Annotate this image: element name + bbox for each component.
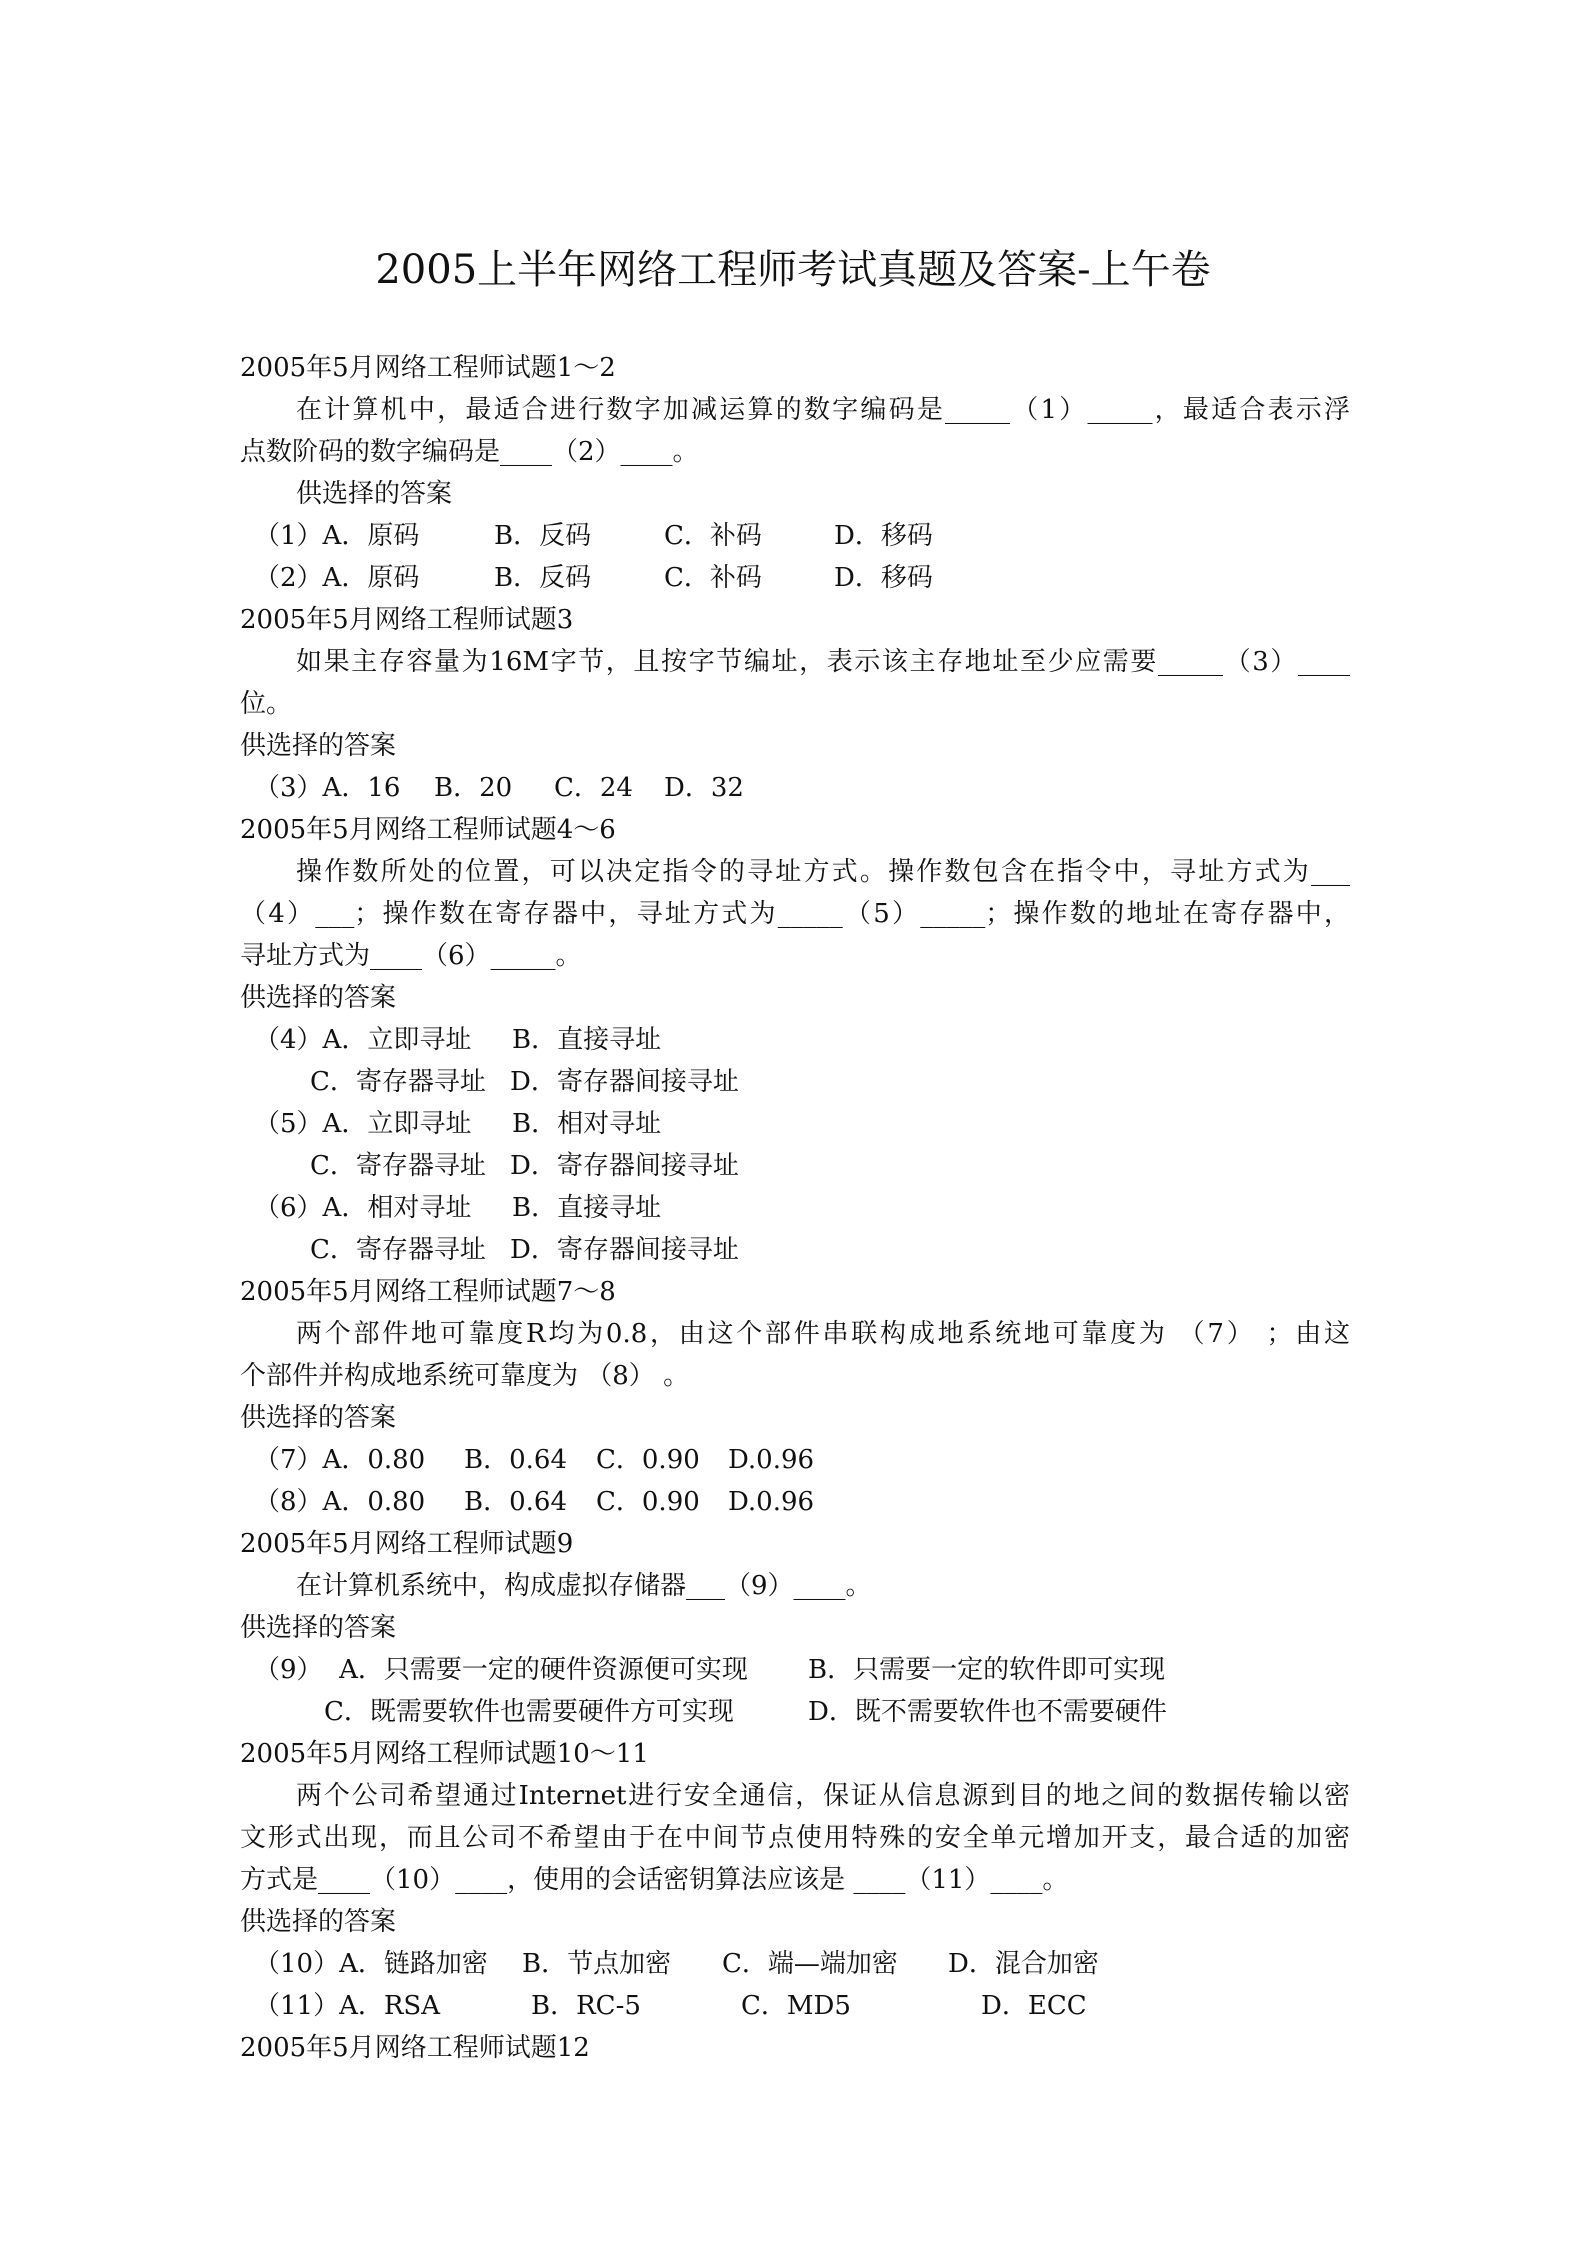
option: C．0.90 [596, 1487, 700, 1517]
option: D．寄存器间接寻址 [510, 1067, 739, 1097]
question-stem: （4）___；操作数在寄存器中，寻址方式为_____（5）_____；操作数的地址在寄存器中， [240, 899, 1350, 929]
option: D．32 [664, 773, 744, 803]
option: B．直接寻址 [512, 1025, 662, 1055]
option: （6）A．相对寻址 [254, 1193, 472, 1223]
option: C．补码 [664, 521, 762, 551]
option: （2）A．原码 [254, 563, 420, 593]
choices-label: 供选择的答案 [240, 1907, 397, 1937]
option-row [240, 1481, 1350, 1523]
option-row [240, 1691, 1350, 1733]
option: B．0.64 [464, 1487, 567, 1517]
question-stem: 个部件并构成地系统可靠度为 （8） 。 [240, 1361, 690, 1391]
option: C．寄存器寻址 [310, 1235, 486, 1265]
option-row [240, 767, 1350, 809]
option: C．0.90 [596, 1445, 700, 1475]
option-row [240, 1019, 1350, 1061]
option: （4）A．立即寻址 [254, 1025, 472, 1055]
option: （9） A．只需要一定的硬件资源便可实现 [254, 1655, 748, 1685]
question-heading: 2005年5月网络工程师试题9 [240, 1529, 574, 1559]
option: C．寄存器寻址 [310, 1067, 486, 1097]
option: B．反码 [494, 563, 592, 593]
question-stem: 方式是____（10）____，使用的会话密钥算法应该是 ____（11）____。 [240, 1865, 1069, 1895]
option: D．移码 [834, 521, 933, 551]
question-heading: 2005年5月网络工程师试题7～8 [240, 1277, 616, 1307]
option: （11）A．RSA [254, 1991, 441, 2021]
option: B．反码 [494, 521, 592, 551]
option: C．MD5 [741, 1991, 851, 2021]
option: C．寄存器寻址 [310, 1151, 486, 1181]
choices-label: 供选择的答案 [240, 1403, 397, 1433]
question-heading: 2005年5月网络工程师试题12 [240, 2033, 590, 2063]
option: C．补码 [664, 563, 762, 593]
question-stem: 两个公司希望通过Internet进行安全通信，保证从信息源到目的地之间的数据传输以密 [296, 1781, 1350, 1811]
option-row [240, 1943, 1350, 1985]
option: B．0.64 [464, 1445, 567, 1475]
option: （3）A．16 [254, 773, 401, 803]
choices-label: 供选择的答案 [240, 983, 397, 1013]
option: （5）A．立即寻址 [254, 1109, 472, 1139]
option-row [240, 1649, 1350, 1691]
choices-label: 供选择的答案 [240, 1613, 397, 1643]
option: D．寄存器间接寻址 [510, 1235, 739, 1265]
choices-label: 供选择的答案 [296, 479, 453, 509]
question-stem: 在计算机中，最适合进行数字加减运算的数字编码是_____（1）_____，最适合表示浮 [296, 395, 1350, 425]
question-stem: 操作数所处的位置，可以决定指令的寻址方式。操作数包含在指令中，寻址方式为___ [296, 857, 1350, 887]
question-heading: 2005年5月网络工程师试题4～6 [240, 815, 616, 845]
option-row [240, 1439, 1350, 1481]
option-row [240, 1229, 1350, 1271]
option-row [240, 1145, 1350, 1187]
question-stem: 在计算机系统中，构成虚拟存储器___（9）____。 [296, 1571, 872, 1601]
option: D．ECC [981, 1991, 1087, 2021]
option: （1）A．原码 [254, 521, 420, 551]
option-row [240, 1103, 1350, 1145]
question-stem: 寻址方式为____（6）_____。 [240, 941, 582, 971]
option: B．相对寻址 [512, 1109, 662, 1139]
option-row [240, 1187, 1350, 1229]
option-row [240, 1061, 1350, 1103]
page-title: 2005上半年网络工程师考试真题及答案-上午卷 [375, 247, 1211, 293]
option: D．寄存器间接寻址 [510, 1151, 739, 1181]
question-stem: 文形式出现，而且公司不希望由于在中间节点使用特殊的安全单元增加开支，最合适的加密 [240, 1823, 1350, 1853]
option-row [240, 1985, 1350, 2027]
option: D．移码 [834, 563, 933, 593]
option: C．既需要软件也需要硬件方可实现 [324, 1697, 734, 1727]
option: B．直接寻址 [512, 1193, 662, 1223]
question-stem: 两个部件地可靠度R均为0.8，由这个部件串联构成地系统地可靠度为 （7） ；由这 [296, 1319, 1350, 1349]
option: C．24 [554, 773, 633, 803]
option: B．节点加密 [522, 1949, 672, 1979]
option: D.0.96 [728, 1445, 815, 1475]
question-stem: 点数阶码的数字编码是____（2）____。 [240, 437, 699, 467]
option: D．既不需要软件也不需要硬件 [808, 1697, 1167, 1727]
option: D.0.96 [728, 1487, 815, 1517]
option: B．20 [434, 773, 513, 803]
option: C．端—端加密 [722, 1949, 898, 1979]
option: B．只需要一定的软件即可实现 [808, 1655, 1166, 1685]
option: D．混合加密 [948, 1949, 1099, 1979]
option: （10）A．链路加密 [254, 1949, 488, 1979]
option-row [240, 515, 1350, 557]
option: B．RC-5 [531, 1991, 641, 2021]
choices-label: 供选择的答案 [240, 731, 397, 761]
question-stem: 位。 [240, 689, 293, 719]
option: （8）A．0.80 [254, 1487, 426, 1517]
question-heading: 2005年5月网络工程师试题3 [240, 605, 574, 635]
question-heading: 2005年5月网络工程师试题1～2 [240, 353, 616, 383]
option-row [240, 557, 1350, 599]
question-heading: 2005年5月网络工程师试题10～11 [240, 1739, 649, 1769]
option: （7）A．0.80 [254, 1445, 426, 1475]
question-stem: 如果主存容量为16M字节，且按字节编址，表示该主存地址至少应需要_____（3）____ [296, 647, 1350, 677]
document-body [240, 347, 1350, 2069]
